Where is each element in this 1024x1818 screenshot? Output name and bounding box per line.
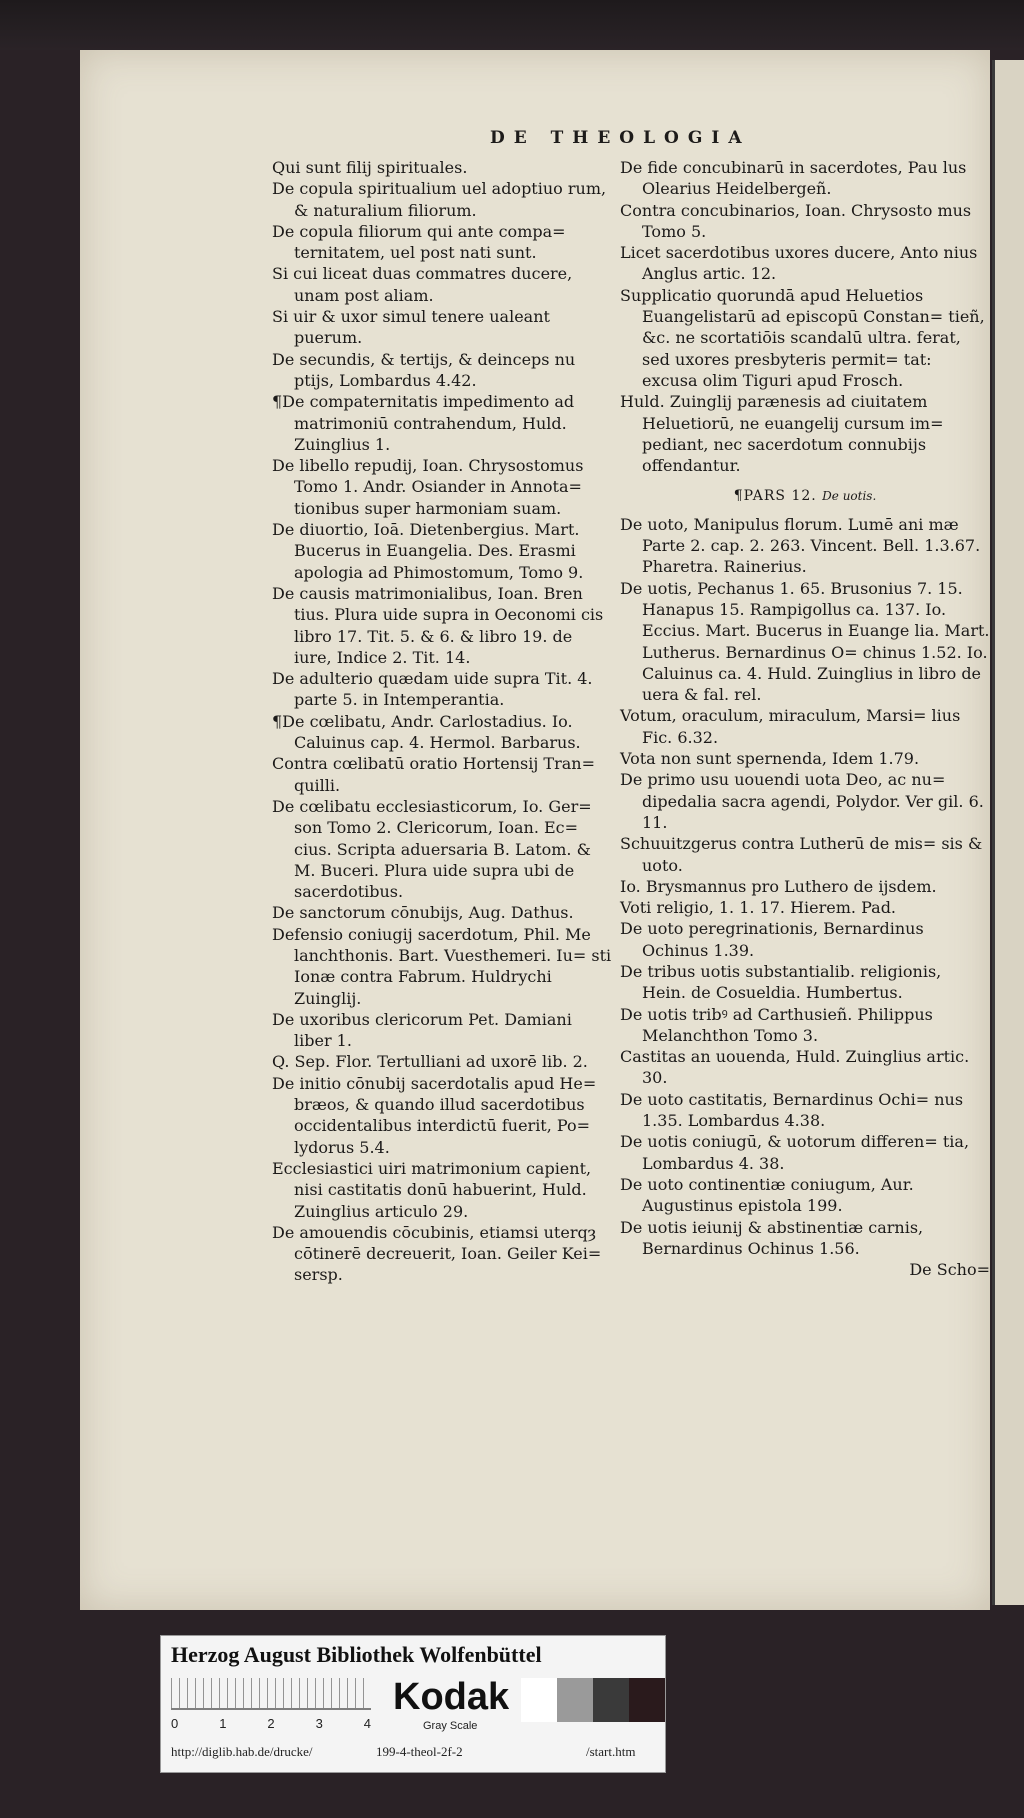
catchword: De Scho= bbox=[909, 1260, 990, 1280]
section-heading bbox=[620, 486, 990, 507]
index-entry: De uoto peregrinationis, Bernardinus Ochinus 1.39. bbox=[620, 919, 924, 960]
gray-swatch bbox=[557, 1678, 593, 1722]
index-entry: Licet sacerdotibus uxores ducere, Anto nius Anglus artic. 12. bbox=[620, 243, 978, 284]
scale-number: 1 bbox=[219, 1716, 227, 1731]
gray-swatches bbox=[521, 1678, 665, 1722]
index-entry: De uoto, Manipulus florum. Lumē ani mæ Parte 2. cap. 2. 263. Vincent. Bell. 1.3.67. Pharetra. Rainerius. bbox=[620, 514, 981, 577]
index-entry: De primo usu uouendi uota Deo, ac nu= dipedalia sacra agendi, Polydor. Ver gil. 6. 11. bbox=[620, 770, 984, 832]
index-entry: De copula filiorum qui ante compa= ternitatem, uel post nati sunt. bbox=[272, 221, 566, 263]
scan-background bbox=[0, 0, 1024, 50]
index-entry: De sanctorum cōnubijs, Aug. Dathus. bbox=[272, 903, 574, 923]
url-end: /start.htm bbox=[586, 1744, 636, 1759]
index-entry: Voti religio, 1. 1. 17. Hierem. Pad. bbox=[620, 898, 897, 918]
index-entry: De cœlibatu ecclesiasticorum, Io. Ger= son Tomo 2. Clericorum, Ioan. Ec= cius. Scripta aduersaria B. Latom. & M. Buceri. Plura uide supra ubi de sacerdotibus. bbox=[272, 796, 592, 902]
index-entry: Votum, oraculum, miraculum, Marsi= lius Fic. 6.32. bbox=[620, 706, 961, 747]
gray-swatch bbox=[629, 1678, 665, 1722]
index-entry: Io. Brysmannus pro Luthero de ijsdem. bbox=[620, 876, 937, 896]
banner-title: Herzog August Bibliothek Wolfenbüttel bbox=[171, 1642, 542, 1667]
index-entry: Huld. Zuinglij parænesis ad ciuitatem Heluetiorū, ne euangelij cursum im= pediant, nec sacerdotum connubijs offendantur. bbox=[620, 392, 944, 476]
index-entry: De initio cōnubij sacerdotalis apud He= bræos, & quando illud sacerdotibus occidentalibus interdictū fuerit, Po= lydorus 5.4. bbox=[272, 1073, 597, 1157]
index-entry: De uoto continentiæ coniugum, Aur. Augustinus epistola 199. bbox=[620, 1174, 914, 1216]
left-column bbox=[272, 157, 614, 1286]
index-entry: Ecclesiastici uiri matrimonium capient, nisi castitatis donū habuerint, Huld. Zuinglius articulo 29. bbox=[272, 1158, 592, 1221]
scale-number: 0 bbox=[171, 1716, 179, 1731]
index-entry: De libello repudij, Ioan. Chrysostomus Tomo 1. Andr. Osiander in Annota= tionibus super harmoniam suam. bbox=[272, 456, 584, 518]
index-entry: De uotis ieiunij & abstinentiæ carnis, Bernardinus Ochinus 1.56. bbox=[620, 1217, 924, 1258]
index-entry: Defensio coniugij sacerdotum, Phil. Me lanchthonis. Bart. Vuesthemeri. Iu= sti Ionæ contra Fabrum. Huldrychi Zuinglij. bbox=[272, 924, 612, 1008]
index-entry: De secundis, & tertijs, & deinceps nu ptijs, Lombardus 4.42. bbox=[272, 349, 576, 390]
index-entry: ¶De compaternitatis impedimento ad matrimoniū contrahendum, Huld. Zuinglius 1. bbox=[272, 392, 575, 454]
index-entry: De uotis coniugū, & uotorum differen= tia, Lombardus 4. 38. bbox=[620, 1132, 970, 1173]
index-entry: Supplicatio quorundā apud Heluetios Euangelistarū ad episcopū Constan= tieñ, &c. ne scortatiōis scandalū ultra. ferat, sed uxores presbyteris permit= tat: excusa olim Tiguri apud Frosch. bbox=[620, 285, 985, 390]
index-entry: De uotis, Pechanus 1. 65. Brusonius 7. 15. Hanapus 15. Rampigollus ca. 137. Io. Eccius. Mart. Bucerus in Euange lia. Mart. Lutherus. Bernardinus O= chinus 1.52. Io. Caluinus ca. 4. Huld. Zuinglius in libro de uera & fal. rel. bbox=[620, 578, 990, 705]
library-banner bbox=[160, 1635, 666, 1773]
index-entry: Castitas an uouenda, Huld. Zuinglius artic. 30. bbox=[620, 1047, 970, 1088]
index-entry: Contra concubinarios, Ioan. Chrysosto mus Tomo 5. bbox=[620, 200, 972, 241]
section-title: ¶PARS 12. bbox=[733, 488, 817, 505]
scale-number: 4 bbox=[363, 1716, 371, 1731]
index-entry: Si cui liceat duas commatres ducere, unam post aliam. bbox=[272, 264, 573, 305]
scale-ruler bbox=[171, 1678, 371, 1710]
kodak-logo: Kodak bbox=[393, 1676, 510, 1718]
right-column-top bbox=[620, 157, 990, 476]
index-entry: De uoto castitatis, Bernardinus Ochi= nus 1.35. Lombardus 4.38. bbox=[620, 1089, 964, 1131]
index-entry: De fide concubinarū in sacerdotes, Pau lus Olearius Heidelbergeñ. bbox=[620, 158, 967, 199]
index-entry: De uotis tribꝰ ad Carthusieñ. Philippus Melanchthon Tomo 3. bbox=[620, 1004, 933, 1045]
section-subtitle: De uotis. bbox=[822, 489, 877, 504]
url-base: http://diglib.hab.de/drucke/ bbox=[171, 1744, 313, 1759]
scale-number: 2 bbox=[267, 1716, 275, 1731]
gray-scale-label: Gray Scale bbox=[423, 1720, 478, 1732]
url-id: 199-4-theol-2f-2 bbox=[376, 1744, 463, 1759]
index-entry: Q. Sep. Flor. Tertulliani ad uxorē lib. 2. bbox=[272, 1052, 588, 1072]
right-column bbox=[620, 157, 990, 1280]
index-entry: De uxoribus clericorum Pet. Damiani liber 1. bbox=[272, 1009, 572, 1051]
index-entry: De causis matrimonialibus, Ioan. Bren tius. Plura uide supra in Oeconomi cis libro 17. Tit. 5. & 6. & libro 19. de iure, Indice 2. Tit. 14. bbox=[272, 583, 604, 667]
scale-number: 3 bbox=[315, 1716, 323, 1731]
right-column-bottom bbox=[620, 514, 990, 1259]
index-entry: De copula spiritualium uel adoptiuo rum, & naturalium filiorum. bbox=[272, 179, 607, 220]
facing-page-edge bbox=[992, 60, 1024, 1605]
index-entry: Si uir & uxor simul tenere ualeant puerum. bbox=[272, 307, 550, 348]
scale-numbers bbox=[171, 1716, 371, 1731]
index-entry: Contra cœlibatū oratio Hortensij Tran= quilli. bbox=[272, 754, 595, 795]
gray-swatch bbox=[593, 1678, 629, 1722]
index-entry: De adulterio quædam uide supra Tit. 4. parte 5. in Intemperantia. bbox=[272, 669, 593, 710]
index-entry: Vota non sunt spernenda, Idem 1.79. bbox=[620, 749, 920, 769]
running-head: DE THEOLOGIA bbox=[490, 128, 751, 148]
gray-swatch bbox=[521, 1678, 557, 1722]
index-entry: De diuortio, Ioā. Dietenbergius. Mart. Bucerus in Euangelia. Des. Erasmi apologia ad Phimostomum, Tomo 9. bbox=[272, 520, 584, 582]
index-entry: ¶De cœlibatu, Andr. Carlostadius. Io. Caluinus cap. 4. Hermol. Barbarus. bbox=[272, 711, 581, 753]
index-entry: Qui sunt filij spirituales. bbox=[272, 158, 468, 177]
index-entry: De tribus uotis substantialib. religionis, Hein. de Cosueldia. Humbertus. bbox=[620, 961, 942, 1003]
index-entry: De amouendis cōcubinis, etiamsi uterqȝ cōtinerē decreuerit, Ioan. Geiler Kei= sersp. bbox=[272, 1222, 602, 1285]
index-entry: Schuuitzgerus contra Lutherū de mis= sis & uoto. bbox=[620, 834, 983, 875]
